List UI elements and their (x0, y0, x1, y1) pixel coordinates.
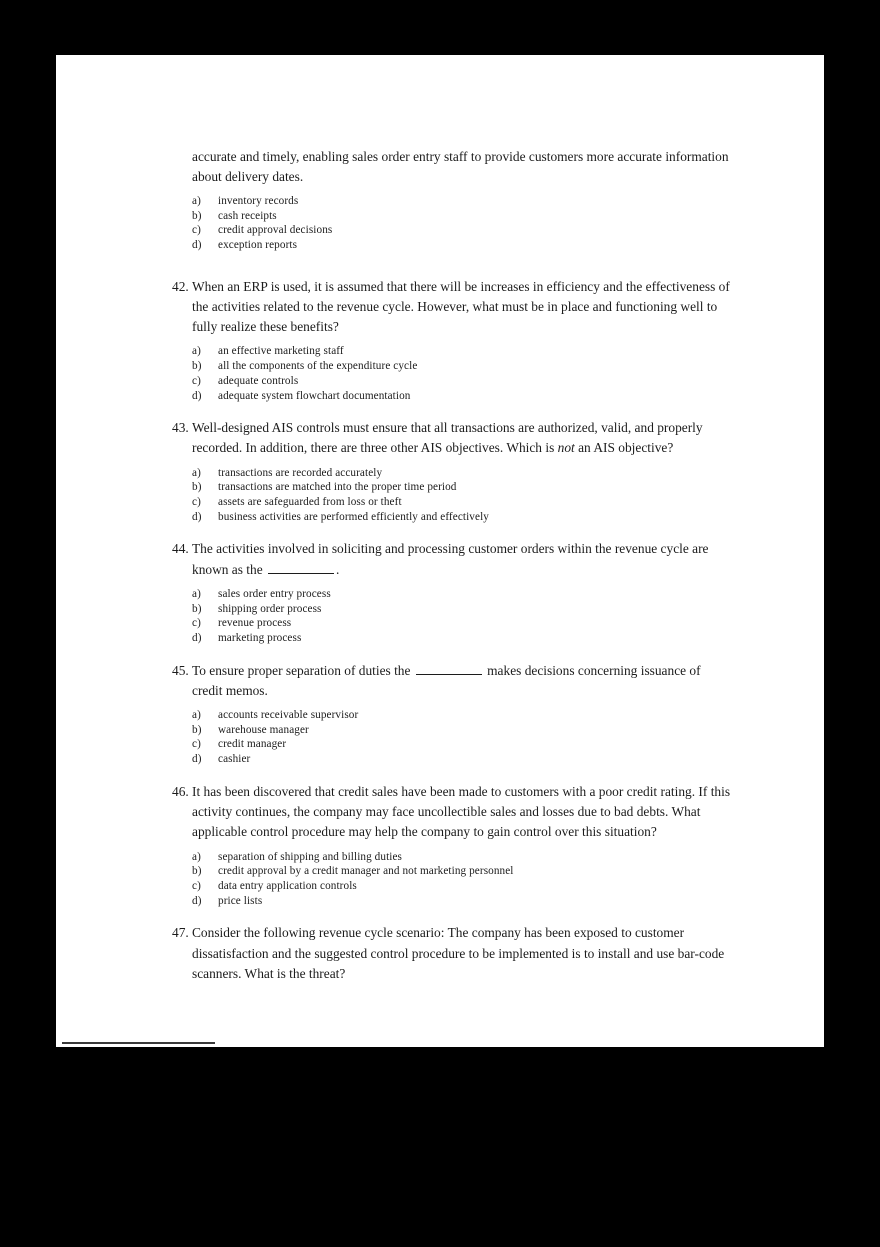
question-text: To ensure proper separation of duties the (192, 662, 414, 678)
question-stem (172, 923, 732, 984)
option-letter: a) (192, 466, 201, 479)
option-item[interactable] (192, 209, 732, 224)
option-letter: d) (192, 894, 202, 907)
option-text: separation of shipping and billing duties (218, 850, 403, 863)
option-text: transactions are matched into the proper time period (218, 481, 457, 494)
option-text: shipping order process (218, 602, 322, 615)
option-text: adequate system flowchart documentation (218, 389, 411, 402)
option-item[interactable] (192, 374, 732, 389)
option-letter: b) (192, 865, 202, 878)
option-item[interactable] (192, 238, 732, 253)
option-letter: c) (192, 738, 201, 751)
option-item[interactable] (192, 344, 732, 359)
option-item[interactable] (192, 864, 732, 879)
option-text: revenue process (218, 617, 292, 630)
footer-rule (62, 1042, 215, 1044)
option-letter: c) (192, 617, 201, 630)
option-text: warehouse manager (218, 723, 309, 736)
question-text: The activities involved in soliciting and processing customer orders within the revenue cycle are known as the (192, 541, 709, 577)
option-letter: d) (192, 753, 202, 766)
option-letter: a) (192, 850, 201, 863)
question-text: Consider the following revenue cycle scenario: The company has been exposed to customer dissatisfaction and the suggested control procedure to be implemented is to install and use bar-code scanners. What is the threat? (192, 925, 725, 981)
option-text: an effective marketing staff (218, 345, 344, 358)
question-text-tail: . (336, 561, 340, 577)
question-options (192, 587, 732, 646)
option-item[interactable] (192, 359, 732, 374)
question-options (192, 344, 732, 403)
question-stem (172, 661, 732, 701)
question-number: 47. (172, 925, 189, 941)
option-text: credit approval decisions (218, 224, 333, 237)
option-letter: d) (192, 239, 202, 252)
option-item[interactable] (192, 879, 732, 894)
option-text: credit approval by a credit manager and not marketing personnel (218, 865, 514, 878)
option-item[interactable] (192, 480, 732, 495)
question-stem (172, 782, 732, 843)
option-item[interactable] (192, 752, 732, 767)
question-stem (172, 277, 732, 338)
option-text: assets are safeguarded from loss or theft (218, 496, 402, 509)
continuation-options (192, 194, 732, 253)
question-text: It has been discovered that credit sales have been made to customers with a poor credit rating. If this activity continues, the company may face uncollectible sales and losses due to bad debts. What applicable control procedure may help the company to gain control over this situation? (192, 783, 731, 840)
option-item[interactable] (192, 389, 732, 404)
option-letter: b) (192, 209, 202, 222)
question-number: 42. (172, 278, 189, 294)
option-letter: a) (192, 345, 201, 358)
question-block-46 (172, 782, 732, 908)
option-text: accounts receivable supervisor (218, 709, 359, 722)
option-item[interactable] (192, 223, 732, 238)
option-text: inventory records (218, 195, 299, 207)
question-stem (172, 418, 732, 458)
option-item[interactable] (192, 723, 732, 738)
option-letter: b) (192, 360, 202, 373)
question-text-tail: an AIS objective? (574, 440, 674, 456)
option-text: transactions are recorded accurately (218, 466, 383, 479)
question-text-tail: makes decisions concerning issuance of credit memos. (192, 662, 701, 698)
option-letter: a) (192, 195, 201, 207)
option-text: price lists (218, 894, 263, 907)
question-block-45 (172, 661, 732, 767)
question-emphasis: not (557, 440, 575, 456)
option-letter: d) (192, 631, 202, 644)
question-text: Well-designed AIS controls must ensure that all transactions are authorized, valid, and properly recorded. In addition, there are three other AIS objectives. Which is (192, 420, 703, 456)
option-text: adequate controls (218, 374, 299, 387)
option-letter: b) (192, 723, 202, 736)
option-item[interactable] (192, 850, 732, 865)
option-letter: c) (192, 374, 201, 387)
option-text: all the components of the expenditure cycle (218, 360, 418, 373)
option-item[interactable] (192, 466, 732, 481)
option-item[interactable] (192, 495, 732, 510)
option-text: cashier (218, 753, 251, 766)
fill-in-blank (416, 663, 482, 675)
document-page (56, 55, 824, 1047)
question-number: 46. (172, 783, 189, 799)
option-letter: d) (192, 389, 202, 402)
question-number: 44. (172, 541, 189, 557)
option-item[interactable] (192, 894, 732, 909)
option-item[interactable] (192, 737, 732, 752)
question-number: 45. (172, 662, 189, 678)
option-text: credit manager (218, 738, 287, 751)
question-options (192, 850, 732, 909)
question-block-42 (172, 277, 732, 403)
option-item[interactable] (192, 510, 732, 525)
question-block-43 (172, 418, 732, 524)
option-letter: b) (192, 481, 202, 494)
option-letter: d) (192, 510, 202, 523)
option-item[interactable] (192, 194, 732, 209)
option-letter: a) (192, 709, 201, 722)
option-text: marketing process (218, 631, 302, 644)
option-letter: b) (192, 602, 202, 615)
question-options (192, 466, 732, 525)
option-text: data entry application controls (218, 879, 357, 892)
continuation-paragraph: accurate and timely, enabling sales order entry staff to provide customers more accurate information about delivery dates. (192, 149, 729, 184)
page-content (172, 147, 732, 984)
option-letter: c) (192, 879, 201, 892)
question-block-44 (172, 539, 732, 645)
option-text: cash receipts (218, 209, 277, 222)
option-text: sales order entry process (218, 587, 331, 600)
question-number: 43. (172, 420, 189, 436)
option-item[interactable] (192, 587, 732, 602)
option-letter: c) (192, 224, 201, 237)
option-item[interactable] (192, 631, 732, 646)
question-options (192, 708, 732, 767)
question-block-47 (172, 923, 732, 984)
fill-in-blank (268, 562, 334, 574)
option-item[interactable] (192, 616, 732, 631)
option-letter: c) (192, 496, 201, 509)
question-stem (172, 539, 732, 579)
option-letter: a) (192, 587, 201, 600)
option-item[interactable] (192, 602, 732, 617)
option-item[interactable] (192, 708, 732, 723)
option-text: exception reports (218, 239, 298, 252)
option-text: business activities are performed efficiently and effectively (218, 510, 489, 523)
question-text: When an ERP is used, it is assumed that there will be increases in efficiency and the effectiveness of the activities related to the revenue cycle. However, what must be in place and functioning well to fully realize these benefits? (192, 278, 730, 335)
